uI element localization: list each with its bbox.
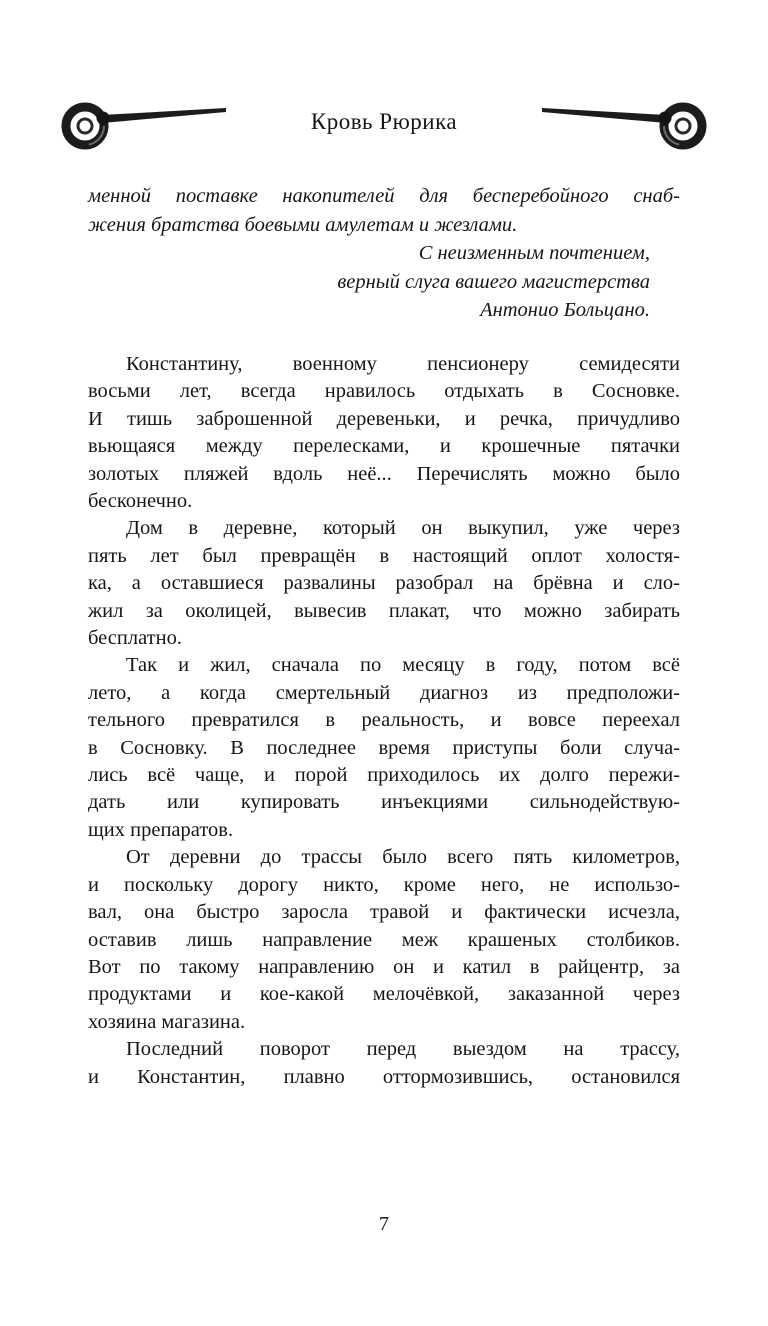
text-line: бесконечно. bbox=[88, 490, 193, 512]
text-line: золотых пляжей вдоль неё... Перечислять можно было bbox=[88, 462, 680, 485]
text-line: бесплатно. bbox=[88, 627, 182, 650]
text-line: верный слуга вашего магистерства bbox=[337, 270, 650, 293]
paragraph bbox=[88, 515, 680, 652]
text-line: восьми лет, всегда нравилось отдыхать в Сосновке. bbox=[88, 380, 680, 403]
text-line: С неизменным почтением, bbox=[418, 242, 650, 265]
text-line: И тишь заброшенной деревеньки, и речка, причудливо bbox=[88, 407, 680, 430]
text-line: в Сосновку. В последнее время приступы боли случа- bbox=[88, 736, 680, 759]
page-footer bbox=[0, 1213, 768, 1236]
text-line: и Константин, плавно оттормозившись, остановился bbox=[88, 1065, 680, 1088]
letter-excerpt bbox=[88, 182, 680, 325]
text-line: щих препаратов. bbox=[88, 818, 234, 841]
text-line: лись всё чаще, и порой приходилось их долго пережи- bbox=[88, 764, 680, 787]
text-line: Константину, военному пенсионеру семидесяти bbox=[126, 352, 680, 375]
text-line: ка, а оставшиеся развалины разобрал на брёвна и сло- bbox=[88, 572, 680, 595]
text-line: продуктами и кое-какой мелочёвкой, заказанной через bbox=[88, 983, 680, 1006]
text-line: От деревни до трассы было всего пять километров, bbox=[126, 846, 680, 869]
text-line: менной поставке накопителей для бесперебойного снаб- bbox=[88, 185, 680, 207]
letter-body bbox=[88, 182, 680, 239]
paragraph bbox=[88, 1036, 680, 1091]
text-line: вьющаяся между перелесками, и крошечные пятачки bbox=[88, 435, 680, 458]
running-title: Кровь Рюрика bbox=[310, 109, 458, 134]
text-line: Дом в деревне, который он выкупил, уже через bbox=[126, 517, 680, 540]
text-line: жил за околицей, вывесив плакат, что можно забирать bbox=[88, 599, 680, 622]
text-line: вал, она быстро заросла травой и фактически исчезла, bbox=[88, 901, 680, 924]
paragraph bbox=[88, 652, 680, 844]
text-line: Последний поворот перед выездом на трассу, bbox=[126, 1038, 680, 1061]
text-line: Так и жил, сначала по месяцу в году, потом всё bbox=[126, 654, 680, 677]
text-line: пять лет был превращён в настоящий оплот холостя- bbox=[88, 544, 680, 567]
text-line: лето, а когда смертельный диагноз из предположи- bbox=[88, 681, 680, 704]
paragraph bbox=[88, 844, 680, 1036]
text-line: Вот по такому направлению он и катил в райцентр, за bbox=[88, 955, 680, 978]
text-line: и поскольку дорогу никто, кроме него, не использо- bbox=[88, 873, 680, 896]
book-page bbox=[0, 86, 768, 1326]
page-number: 7 bbox=[379, 1213, 389, 1235]
text-line: Антонио Больцано. bbox=[480, 299, 650, 322]
text-line: дать или купировать инъекциями сильнодействую- bbox=[88, 791, 680, 814]
text-line: оставив лишь направление меж крашеных столбиков. bbox=[88, 928, 680, 951]
paragraph bbox=[88, 351, 680, 515]
running-header bbox=[0, 86, 768, 158]
right-flourish-icon bbox=[542, 91, 710, 153]
left-flourish-icon bbox=[58, 91, 226, 153]
page-text bbox=[88, 351, 680, 1091]
text-line: хозяина магазина. bbox=[88, 1010, 246, 1033]
text-line: тельного превратился в реальность, и вовсе переехал bbox=[88, 709, 680, 732]
letter-signature bbox=[88, 239, 680, 325]
text-line: жения братства боевыми амулетам и жезлами. bbox=[88, 213, 518, 236]
